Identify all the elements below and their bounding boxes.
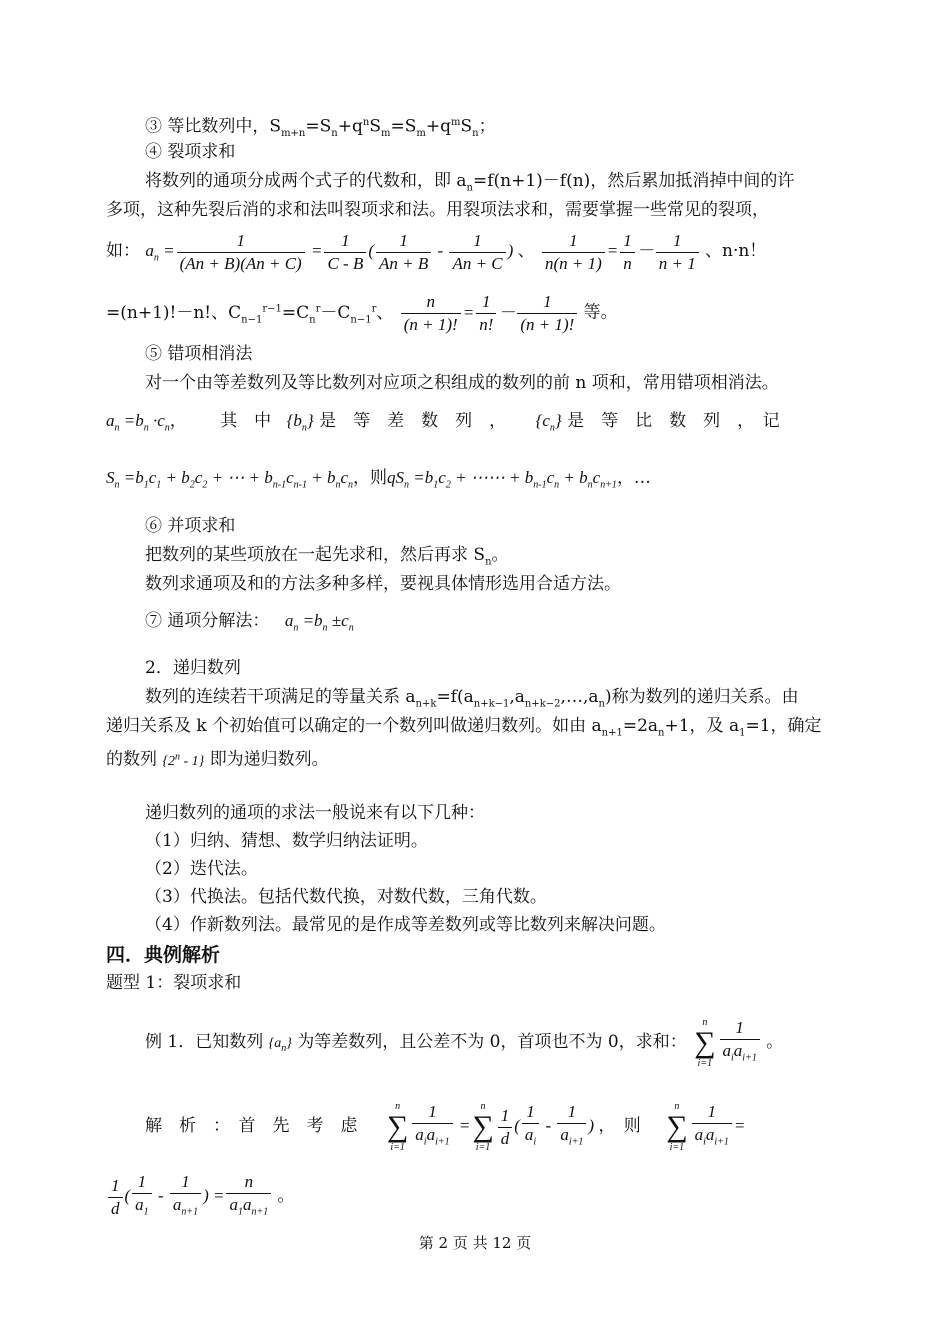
text-fragment: 的数列 (106, 749, 157, 770)
text-line: 对一个由等差数列及等比数列对应项之积组成的数列的前 n 项和，常用错项相消法。 (145, 373, 779, 393)
section-title: 2．递归数列 (145, 658, 241, 678)
formula: {2$^n$ - 1} (162, 751, 205, 769)
text-line (106, 742, 329, 777)
text-fragment: 如： (106, 241, 140, 261)
text-fragment: ，则 (353, 468, 388, 488)
text-fragment: =(n+1)!－n!、$C_{n-1}^{r-1}=C_n^r-C_{n-1}^r$、 (106, 302, 394, 326)
formula: $\{b_n\}$ (286, 411, 314, 434)
text-line: 多项，这种先裂后消的求和法叫裂项求和法。用裂项法求和，需要掌握一些常见的裂项， (106, 200, 769, 220)
solution-line (106, 1168, 294, 1224)
text-line: 将数列的通项分成两个式子的代数和，即 $a_n=f(n+1)-f(n)$，然后累加抵消掉中间的许 (145, 171, 795, 194)
text-line: 递归数列的通项的求法一般说来有以下几种： (145, 803, 485, 823)
formula: $\{c_n\}$ (535, 411, 562, 434)
text-fragment: ， 则 (598, 1116, 641, 1136)
formula: n ∑ i=1 $\frac{1}{a_ia_{i+1}}$ = n ∑ i=1 $\frac{1}{d}$ ( $\frac{1}{a_i}$ - $\frac{1}{a_{i+1}}$ ) (386, 1101, 599, 1154)
text-fragment: 例 1．已知数列 (145, 1032, 264, 1052)
formula: $a_n =b_n \pm c_n$ (284, 611, 354, 634)
formula-line (145, 603, 354, 646)
formula-line: 如： $a_n$ = $\frac{1}{(An + B)(An + C)}$ = $\frac{1}{C - B}$ ( $\frac{1}{An + B}$ - $\frac{1}{An + C}$ ) 、 $\frac{1}{n(n + 1)}$ = $\frac{1}{n}$ － $\frac{1}{n + 1}$ 、n·n！ (106, 230, 767, 273)
text-line: （2）迭代法。 (145, 859, 258, 879)
text-fragment: 其 中 (220, 411, 272, 431)
text-fragment: ⑦ 通项分解法： (145, 611, 270, 631)
page-footer: 第 2 页 共 12 页 (418, 1234, 532, 1252)
text-line: （1）归纳、猜想、数学归纳法证明。 (145, 831, 428, 851)
text-line: 递归关系及 k 个初始值可以确定的一个数列叫做递归数列。如由 $a_{n+1}=2a_n+1$，及 $a_1=1$，确定 (106, 716, 822, 739)
text-fragment: 为等差数列，且公差不为 0，首项也不为 0，求和： (297, 1032, 687, 1052)
formula: n ∑ i=1 $\frac{1}{a_ia_{i+1}}$ = (666, 1101, 746, 1154)
section-heading: 四．典例解析 (106, 944, 221, 966)
text-fragment: ，… (616, 468, 651, 488)
text-fragment: 、n·n！ (705, 241, 767, 261)
text-line: 数列求通项及和的方法多种多样，要视具体情形选用合适方法。 (145, 574, 621, 594)
formula-line (106, 284, 618, 345)
formula-line: $a_n =b_n \cdot c_n$， 其 中 $\{b_n\}$ 是 等 差 数 列 ， $\{c_n\}$ 是 等 比 数 列 ， 记 (106, 411, 780, 434)
text-line: ⑤ 错项相消法 (145, 344, 253, 364)
text-fragment: 。 (766, 1032, 784, 1052)
text-line: （4）作新数列法。最常见的是作成等差数列或等比数列来解决问题。 (145, 915, 666, 935)
subsection-title: 题型 1：裂项求和 (106, 973, 242, 993)
formula: $\frac{n}{(n + 1)!}$ = $\frac{1}{n!}$ － $\frac{1}{(n + 1)!}$ (399, 303, 584, 322)
text-line: 数列的连续若干项满足的等量关系 $a_{n+k}=f(a_{n+k-1},a_{n+k-2},\dots,a_n)$称为数列的递归关系。由 (145, 687, 799, 710)
text-fragment: 即为递归数列。 (209, 749, 329, 770)
example-line (145, 1012, 783, 1079)
formula: $\frac{1}{d}$ ( $\frac{1}{a_1}$ - $\frac{1}{a_{n+1}}$ ) = $\frac{n}{a_1a_{n+1}}$ (106, 1186, 277, 1205)
text-line: （3）代换法。包括代数代换，对数代数，三角代数。 (145, 887, 547, 907)
text-line: 把数列的某些项放在一起先求和，然后再求 $S_n$。 (145, 545, 509, 568)
solution-line (145, 1096, 745, 1156)
formula: n ∑ i=1 $\frac{1}{a_ia_{i+1}}$ (692, 1032, 766, 1051)
text-fragment: 等。 (583, 302, 618, 323)
text-line: ③ 等比数列中，$S_{m+n}=S_n+q^nS_m=S_m+q^mS_n$； (145, 116, 496, 140)
formula: $a_n$ = $\frac{1}{(An + B)(An + C)}$ = $\frac{1}{C - B}$ ( $\frac{1}{An + B}$ - $\frac{1}{An + C}$ ) (145, 230, 518, 273)
formula: $S_n =b_1c_1 + b_2c_2$ + ⋯ + $b_{n-1}c_{n-1} + b_nc_n$ (106, 468, 354, 491)
formula: $qS_n =b_1c_2$ + ⋯⋯ + $b_{n-1}c_n + b_nc_{n+1}$ (387, 468, 617, 491)
text-fragment: 是 等 比 数 列 ， 记 (567, 411, 780, 431)
text-line: ⑥ 并项求和 (145, 516, 236, 536)
formula-line (106, 460, 651, 503)
formula: $\frac{1}{n(n + 1)}$ = $\frac{1}{n}$ － $\frac{1}{n + 1}$ (540, 241, 705, 260)
text-fragment: 是 等 差 数 列 ， (319, 411, 507, 431)
text-line: ④ 裂项求和 (145, 142, 236, 162)
formula: $\{a_n\}$ (268, 1036, 292, 1054)
text-fragment: 解 析 ： 首 先 考 虑 (145, 1116, 358, 1136)
text-fragment: 。 (277, 1186, 295, 1206)
formula: $a_n =b_n \cdot c_n$ (106, 411, 170, 434)
